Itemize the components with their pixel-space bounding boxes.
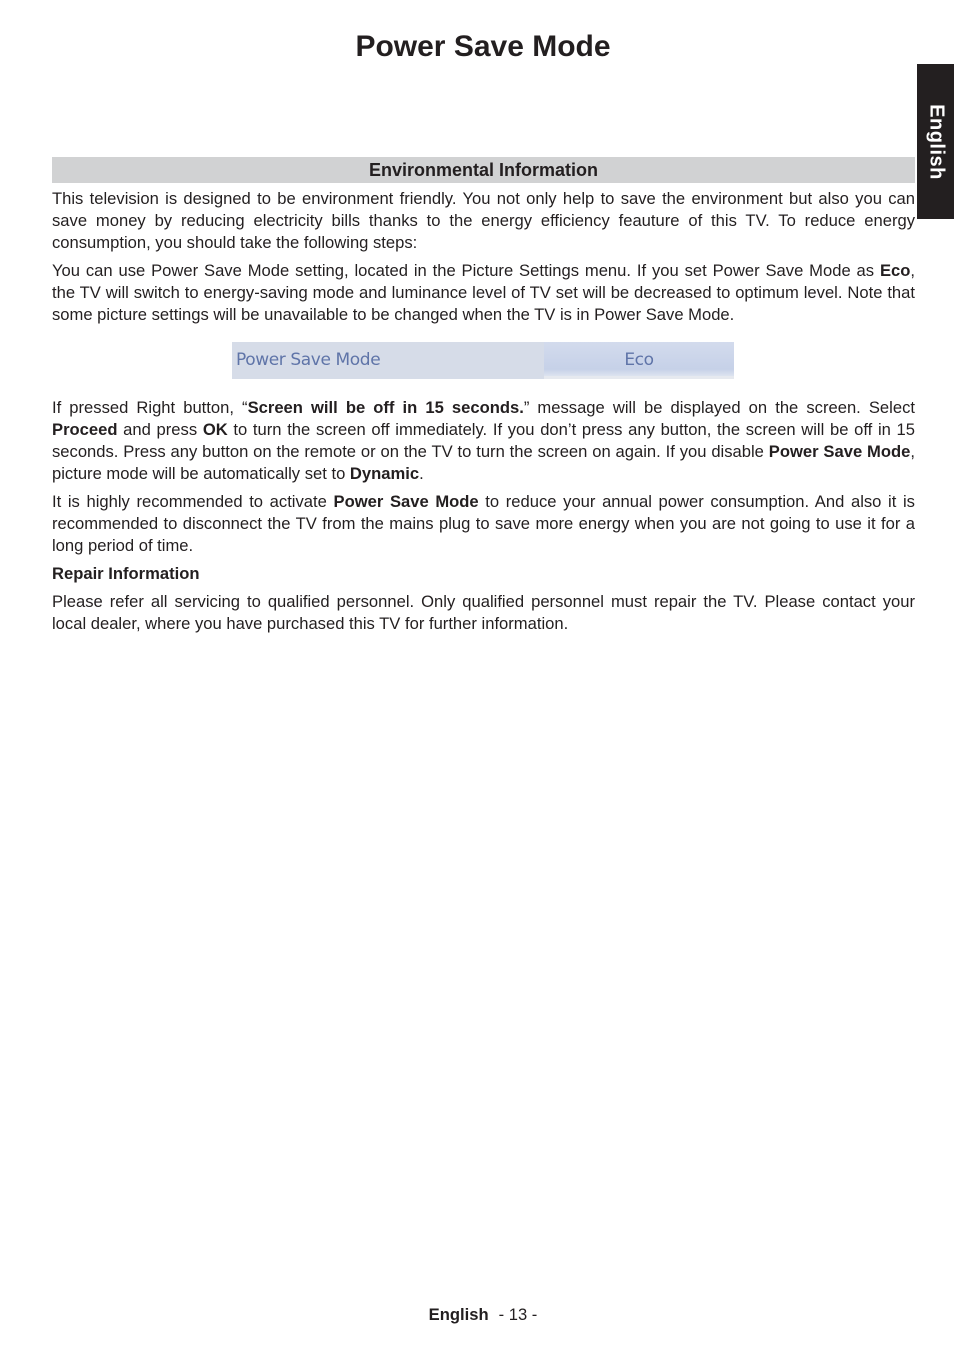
repair-heading: Repair Information — [52, 564, 200, 583]
paragraph-repair: Please refer all servicing to qualified personnel. Only qualified personnel must repair the TV. Please contact your local dealer, where you have purchased this TV for further information. — [52, 592, 915, 633]
page-title: Power Save Mode — [355, 30, 611, 63]
menu-row-value: Eco — [544, 342, 734, 379]
paragraph-intro: This television is designed to be environment friendly. You not only help to save the environment but also you can save money by reducing electricity bills thanks to the energy efficiency feauture of this TV. To reduce energy consumption, you should take the following steps: — [52, 189, 915, 252]
footer-language: English — [428, 1305, 489, 1324]
page-footer — [0, 1305, 954, 1325]
language-side-tab-label: English — [925, 103, 947, 180]
language-side-tab — [917, 64, 954, 219]
footer-page-number: - 13 - — [498, 1305, 538, 1324]
paragraph-power-save-setting: You can use Power Save Mode setting, located in the Picture Settings menu. If you set Power Save Mode as Eco, the TV will switch to energy-saving mode and luminance level of TV set will be decreased to optimum level. Note that some picture settings will be unavailable to be changed when the TV is in Power Save Mode. — [52, 261, 915, 324]
section-header: Environmental Information — [52, 157, 915, 183]
paragraph-recommendation: It is highly recommended to activate Power Save Mode to reduce your annual power consumption. And also it is recommended to disconnect the TV from the mains plug to save more energy when you are not going to use it for a long period of time. — [52, 492, 915, 555]
power-save-mode-menu-row — [232, 342, 734, 379]
paragraph-screen-off: If pressed Right button, “Screen will be off in 15 seconds.” message will be displayed on the screen. Select Proceed and press OK to turn the screen off immediately. If you don’t press any button, the screen will be off in 15 seconds. Press any button on the remote or on the TV to turn the screen on again. If you disable Power Save Mode, picture mode will be automatically set to Dynamic. — [52, 398, 916, 483]
main-content — [52, 157, 915, 641]
menu-row-label: Power Save Mode — [232, 342, 544, 379]
